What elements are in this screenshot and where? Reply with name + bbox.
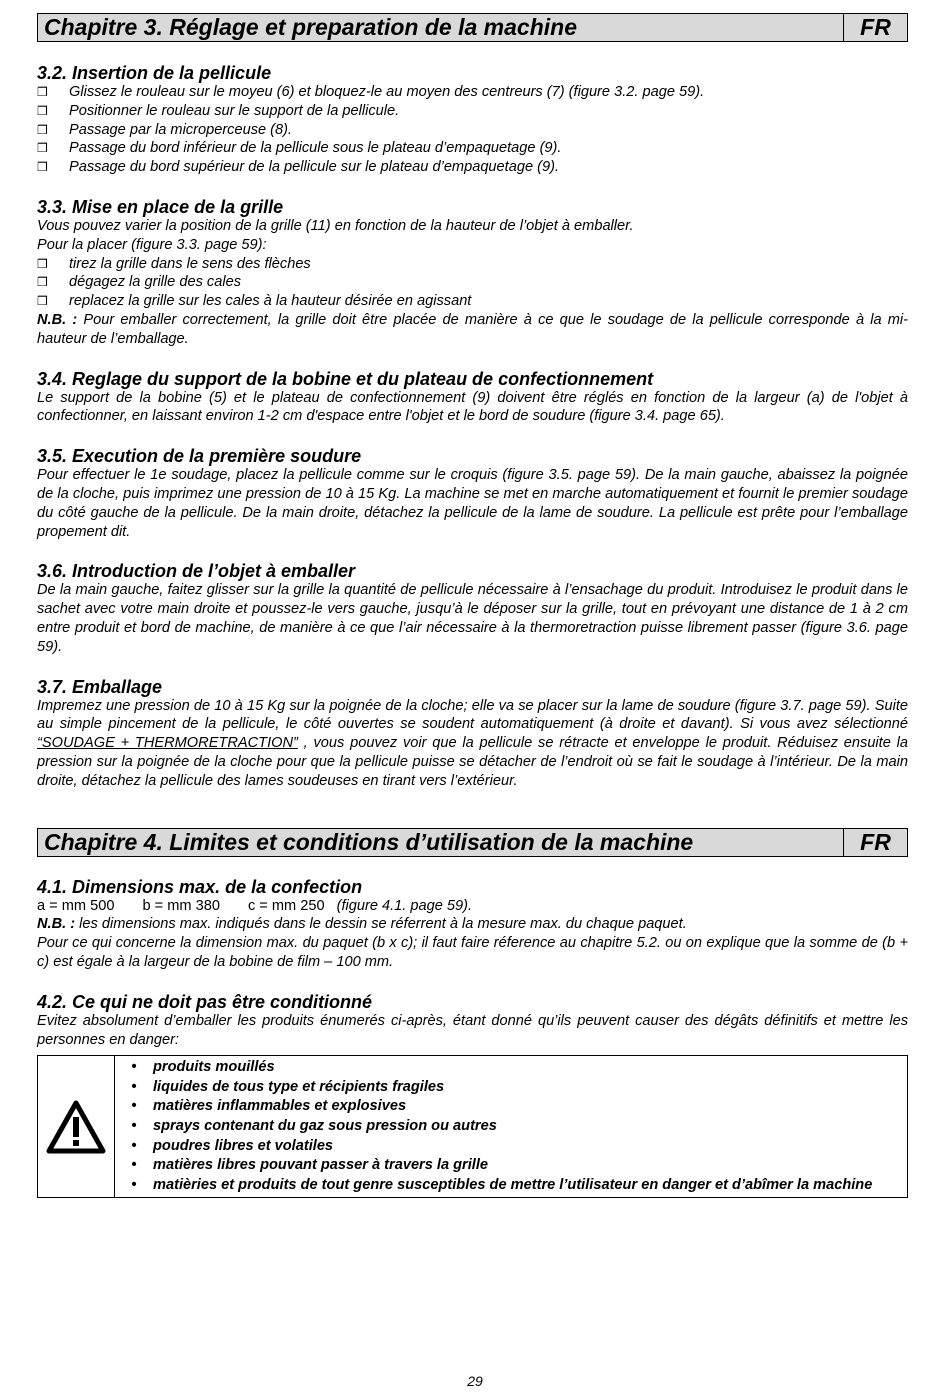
list-item: • liquides de tous type et récipients fragiles [131, 1078, 445, 1095]
list-item: • poudres libres et volatiles [131, 1137, 334, 1154]
note-label: N.B. : [37, 916, 76, 933]
note-paragraph: N.B. : les dimensions max. indiqués dans le dessin se réferrent à la mesure max. du chaque paquet. [37, 916, 687, 933]
page-number: 29 [467, 1373, 483, 1389]
chapter-3-header [37, 13, 908, 42]
section-heading: 3.6. Introduction de l’objet à emballer [37, 561, 356, 582]
checkbox-icon [37, 273, 69, 292]
paragraph: Vous pouvez varier la position de la grille (11) en fonction de la hauteur de l’objet à emballer. [37, 217, 634, 234]
section-heading: 3.4. Reglage du support de la bobine et du plateau de confectionnement [37, 368, 654, 389]
language-code: FR [860, 828, 891, 855]
dim-a: a = mm 500 [37, 897, 115, 914]
list-item: • produits mouillés [131, 1059, 275, 1076]
section-heading: 3.3. Mise en place de la grille [37, 196, 284, 217]
paragraph: Le support de la bobine (5) et le plateau de confectionnement (9) doivent être réglés en fonction de la largeur (a) de l'objet à confectionner, en laissant environ 1-2 cm d'espace entre l'objet et le bord de soudure (figure 3.4. page 65). [37, 389, 908, 425]
section-heading: 3.7. Emballage [37, 676, 163, 697]
list-item: ❒ dégagez la grille des cales [37, 273, 908, 292]
section-heading: 3.2. Insertion de la pellicule [37, 63, 272, 83]
paragraph: Pour effectuer le 1e soudage, placez la pellicule comme sur le croquis (figure 3.5. page 59). De la main gauche, abaissez la poignée de la cloche, puis imprimez une pression de 10 à 15 Kg. La machine se met en marche automatiquement et fournit le premier soudage du côté gauche de la pellicule. De la main droite, détachez la pellicule de la lame de soudure. La pellicule est prête pour l’emballage propement dit. [37, 467, 908, 540]
paragraph: De la main gauche, faitez glisser sur la grille la quantité de pellicule nécessaire à l’ensachage du produit. Introduisez le produit dans le sachet avec votre main droite et poussez-le vers gauche, jusqu’à le déposer sur la grille, tout en prévoyant une distance de 1 à 2 cm entre produit et bord de machine, de manière à ce que l’air nécessaire à la thermoretraction puisse librement passer (figure 3.6. page 59). [37, 582, 908, 655]
language-code: FR [860, 14, 891, 40]
dim-b: b = mm 380 [142, 897, 220, 914]
list-item: • sprays contenant du gaz sous pression ou autres [131, 1118, 497, 1135]
list-item: ❒ Positionner le rouleau sur le support de la pellicule. [37, 102, 908, 121]
note-label: N.B. : [37, 311, 78, 328]
checkbox-icon [37, 158, 69, 177]
paragraph: Pour la placer (figure 3.3. page 59): [37, 236, 267, 253]
checklist [37, 83, 908, 177]
list-item: ❒ Passage du bord supérieur de la pellicule sur le plateau d’empaquetage (9). [37, 158, 908, 177]
list-item: • matières libres pouvant passer à travers la grille [131, 1157, 489, 1174]
dim-ref: (figure 4.1. page 59). [336, 897, 473, 914]
chapter-title: Chapitre 3. Réglage et preparation de la machine [38, 14, 844, 41]
list-item: ❒ Passage par la microperceuse (8). [37, 121, 908, 140]
dim-c: c = mm 250 [247, 897, 325, 914]
list-item: ❒ replacez la grille sur les cales à la hauteur désirée en agissant [37, 292, 908, 311]
list-item: ❒ Passage du bord inférieur de la pellicule sous le plateau d’empaquetage (9). [37, 139, 908, 158]
list-item: ❒ tirez la grille dans le sens des flèches [37, 255, 908, 274]
section-heading: 3.5. Execution de la première soudure [37, 446, 362, 467]
checkbox-icon [37, 255, 69, 274]
chapter-4-header [37, 828, 908, 857]
list-item: • matières inflammables et explosives [131, 1098, 407, 1115]
paragraph: Evitez absolument d’emballer les produits énumerés ci-après, étant donné qu’ils peuvent causer des dégâts définitifs et mettre les personnes en danger: [37, 1012, 908, 1048]
checkbox-icon [37, 102, 69, 121]
checklist [37, 255, 908, 311]
mode-name: “SOUDAGE + THERMORETRACTION” [37, 735, 298, 752]
warning-icon [38, 1056, 115, 1197]
section-heading: 4.2. Ce qui ne doit pas être conditionné [37, 991, 373, 1012]
forbidden-products-list [115, 1056, 907, 1197]
note-paragraph: N.B. : Pour emballer correctement, la grille doit être placée de manière à ce que le soudage de la pellicule corresponde à la mi-hauteur de l’emballage. [37, 311, 908, 347]
list-item: ❒ Glissez le rouleau sur le moyeu (6) et bloquez-le au moyen des centreurs (7) (figure 3.2. page 59). [37, 83, 908, 102]
checkbox-icon [37, 139, 69, 158]
dimensions-line [37, 897, 908, 916]
page-content [37, 13, 908, 1198]
checkbox-icon [37, 83, 69, 102]
paragraph: Pour ce qui concerne la dimension max. du paquet (b x c); il faut faire réference au chapitre 5.2. ou on explique que la somme de (b + c) est égale à la largeur de la bobine de film – 100 mm. [37, 935, 908, 970]
checkbox-icon [37, 292, 69, 311]
warning-table [37, 1055, 908, 1198]
paragraph: Impremez une pression de 10 à 15 Kg sur la poignée de la cloche; elle va se placer sur la lame de soudure (figure 3.7. page 59). Suite au simple pincement de la pellicule, le côté ouvertes se soudent automatiquement (à droite et davant). Si vous avez sélectionné “SOUDAGE + THERMORETRACTION” , vous pouvez voir que la pellicule se rétracte et enveloppe le produit. Réduisez ensuite la pression sur la poignée de la cloche pour que la pellicule puisse se détacher de l’endroit où se fait le soudage à l’intérieur. De la main droite, détachez la pellicule des lames soudeuses en tirant vers l’extérieur. [37, 697, 908, 789]
list-item: • matièries et produits de tout genre susceptibles de mettre l’utilisateur en danger et d’abîmer la machine [131, 1176, 873, 1193]
chapter-title: Chapitre 4. Limites et conditions d’utilisation de la machine [38, 829, 844, 856]
section-heading: 4.1. Dimensions max. de la confection [37, 876, 363, 897]
checkbox-icon [37, 121, 69, 140]
